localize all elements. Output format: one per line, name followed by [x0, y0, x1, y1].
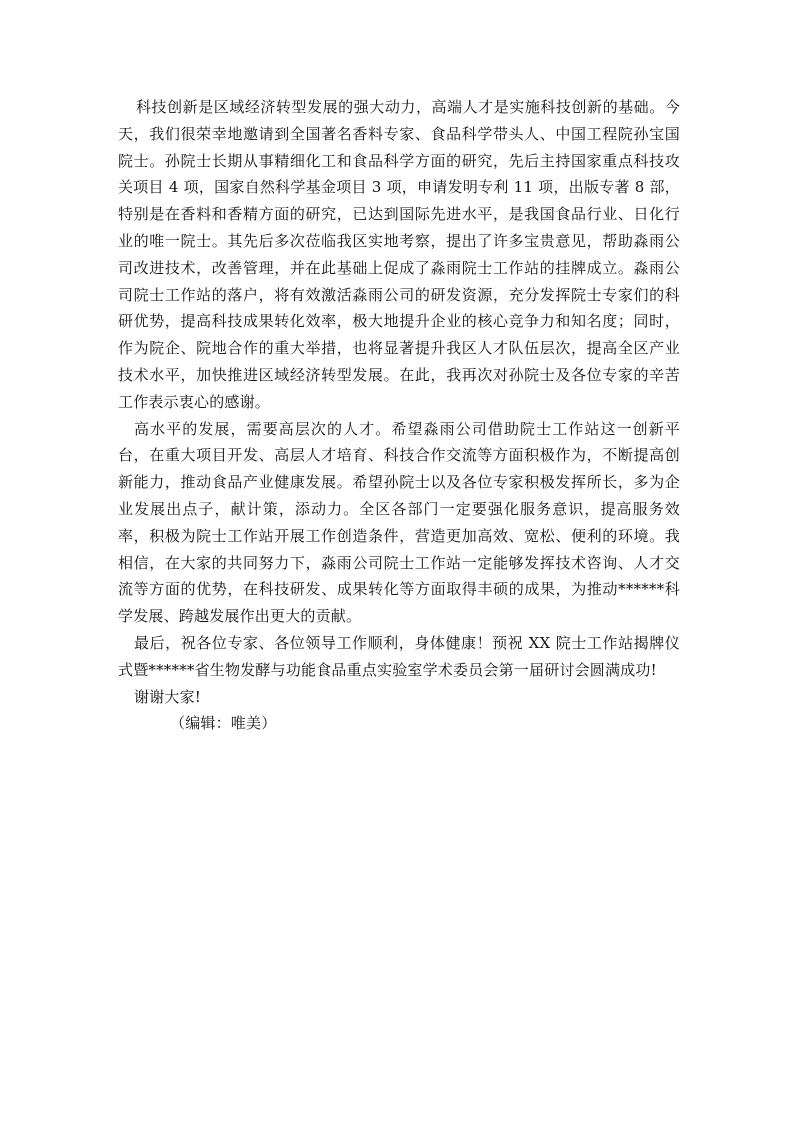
editor-credit: （编辑：唯美） — [170, 714, 277, 733]
paragraph-intro: 科技创新是区域经济转型发展的强大动力，高端人才是实施科技创新的基础。今天，我们很荣幸地邀请到全国著名香料专家、食品科学带头人、中国工程院孙宝国院士。孙院士长期从事精细化工和食品科学方面的研究，先后主持国家重点科技攻关项目 4 项，国家自然科学基金项目 3 项，申请发明专利 11 项，出版专著 8 部，特别是在香料和香精方面的研究，已达到国际先进水平，是我国食品行业、日化行业的唯一院士。其先后多次莅临我区实地考察，提出了许多宝贵意见，帮助淼雨公司改进技术，改善管理，并在此基础上促成了淼雨院士工作站的挂牌成立。淼雨公司院士工作站的落户，将有效激活淼雨公司的研发资源，充分发挥院士专家们的科研优势，提高科技成果转化效率，极大地提升企业的核心竞争力和知名度；同时，作为院企、院地合作的重大举措，也将显著提升我区人才队伍层次，提高全区产业技术水平，加快推进区域经济转型发展。在此，我再次对孙院士及各位专家的辛苦工作表示衷心的感谢。 — [118, 98, 680, 411]
paragraph-closing: 最后，祝各位专家、各位领导工作顺利，身体健康！预祝 XX 院士工作站揭牌仪式暨******省生物发酵与功能食品重点实验室学术委员会第一届研讨会圆满成功! — [118, 633, 680, 679]
document-body — [118, 94, 680, 737]
paragraph-hopes: 高水平的发展，需要高层次的人才。希望淼雨公司借助院士工作站这一创新平台，在重大项目开发、高层人才培育、科技合作交流等方面积极作为，不断提高创新能力，推动食品产业健康发展。希望孙院士以及各位专家积极发挥所长，多为企业发展出点子，献计策，添动力。全区各部门一定要强化服务意识，提高服务效率，积极为院士工作站开展工作创造条件，营造更加高效、宽松、便利的环境。我相信，在大家的共同努力下，淼雨公司院士工作站一定能够发挥技术咨询、人才交流等方面的优势，在科技研发、成果转化等方面取得丰硕的成果，为推动******科学发展、跨越发展作出更大的贡献。 — [118, 419, 680, 626]
thanks-line: 谢谢大家! — [134, 687, 202, 706]
